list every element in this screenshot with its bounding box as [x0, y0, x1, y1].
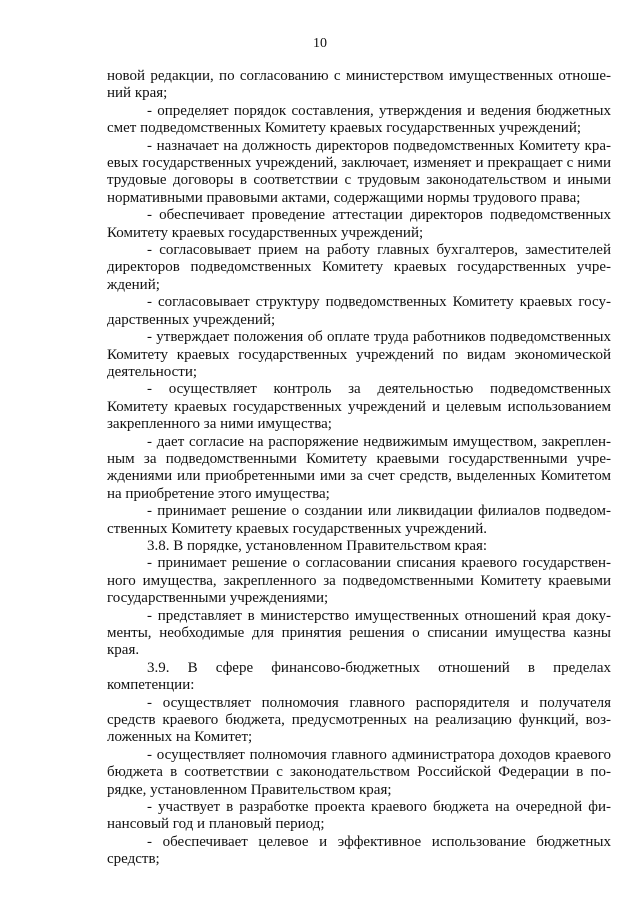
paragraph: - назначает на должность директоров подведомственных Комитету краевых государственных учреждений, заключает, изменяет и прекращает с ними трудовые договоры в соответствии с трудовым законодательством и иными нормативными правовыми актами, содержащими нормы трудового права;: [107, 137, 611, 206]
paragraph: - осуществляет контроль за деятельностью подведомственных Комитету краевых государственных учреждений и целевым использованием закрепленного за ними имущества;: [107, 381, 611, 433]
paragraph: - принимает решение о создании или ликвидации филиалов подведомственных Комитету краевых государственных учреждений.: [107, 503, 611, 537]
paragraph: - осуществляет полномочия главного распорядителя и получателя средств краевого бюджета, предусмотренных на реализацию функций, возложенных на Комитет;: [107, 694, 611, 746]
document-body: [107, 68, 611, 869]
paragraph: новой редакции, по согласованию с министерством имущественных отношений края;: [107, 68, 611, 102]
paragraph: - утверждает положения об оплате труда работников подведомственных Комитету краевых государственных учреждений по видам экономической деятельности;: [107, 329, 611, 380]
paragraph: - участвует в разработке проекта краевого бюджета на очередной финансовый год и плановый период;: [107, 799, 611, 833]
paragraph: - обеспечивает целевое и эффективное использование бюджетных средств;: [107, 833, 611, 868]
paragraph: - принимает решение о согласовании списания краевого государственного имущества, закрепленного за подведомственными Комитету краевыми государственными учреждениями;: [107, 555, 611, 607]
paragraph: - определяет порядок составления, утверждения и ведения бюджетных смет подведомственных Комитету краевых государственных учреждений;: [107, 102, 611, 137]
paragraph: - дает согласие на распоряжение недвижимым имуществом, закрепленным за подведомственными Комитету краевыми государственными учреждениями или приобретенными ими за счет средств, выделенных Комитетом на приобретение этого имущества;: [107, 433, 611, 502]
paragraph: - представляет в министерство имущественных отношений края документы, необходимые для принятия решения о списании имущества казны края.: [107, 607, 611, 659]
paragraph: - осуществляет полномочия главного администратора доходов краевого бюджета в соответствии с законодательством Российской Федерации в порядке, установленном Правительством края;: [107, 746, 611, 798]
section-heading: 3.8. В порядке, установленном Правительством края:: [147, 537, 488, 554]
paragraph: - обеспечивает проведение аттестации директоров подведомственных Комитету краевых государственных учреждений;: [107, 207, 611, 241]
paragraph: - согласовывает прием на работу главных бухгалтеров, заместителей директоров подведомственных Комитету краевых государственных учреждений;: [107, 242, 611, 293]
section-heading: 3.9. В сфере финансово-бюджетных отношений в пределах компетенции:: [107, 659, 611, 694]
page-number: 10: [313, 36, 327, 51]
paragraph: - согласовывает структуру подведомственных Комитету краевых государственных учреждений;: [107, 294, 611, 328]
